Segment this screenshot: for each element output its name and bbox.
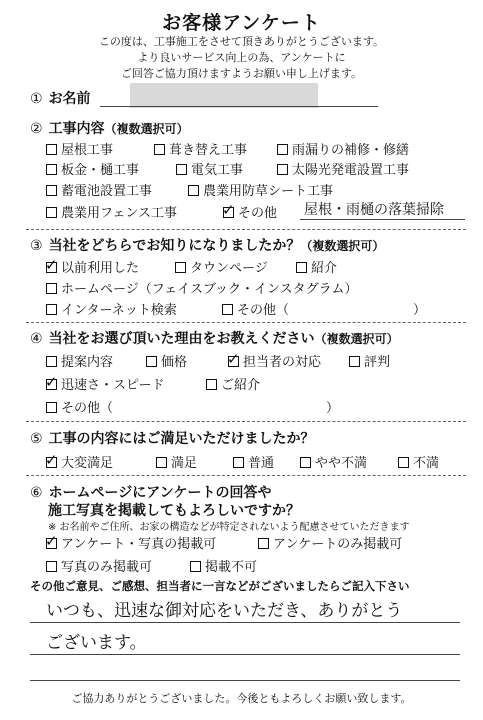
option-label: 掲載不可	[205, 560, 258, 575]
checkbox[interactable]	[300, 457, 311, 468]
q3-option-referral[interactable]	[296, 257, 337, 276]
divider	[26, 421, 466, 422]
comment-line-3	[30, 680, 460, 681]
check-mark-icon: ✓	[222, 201, 235, 219]
checkbox[interactable]	[222, 304, 233, 315]
q4-tag: （複数選択可）	[314, 332, 399, 346]
q3-option-previous[interactable]	[46, 257, 139, 276]
option-label: 写真のみ掲載可	[61, 560, 153, 575]
q5-option-neutral[interactable]	[233, 452, 274, 471]
option-label: 農業用フェンス工事	[61, 206, 177, 221]
option-label: アンケート・写真の掲載可	[61, 537, 217, 552]
check-mark-icon: ✓	[45, 256, 58, 274]
option-label: 紹介	[311, 261, 338, 276]
comment-line-2	[30, 654, 460, 655]
q3-option-homepage[interactable]	[46, 278, 358, 297]
q2-option-fence[interactable]	[46, 202, 177, 221]
q5-number: ⑤	[30, 431, 43, 447]
checkbox-checked[interactable]	[45, 532, 58, 550]
check-mark-icon: ✓	[45, 373, 58, 391]
q2-label: 工事内容	[48, 121, 105, 137]
q6-label-line-1: ホームページにアンケートの回答や	[48, 485, 272, 501]
option-label: インターネット検索	[61, 303, 177, 318]
q6-option-survey-only[interactable]	[258, 533, 402, 552]
option-label: 不満	[413, 456, 440, 471]
option-label: 雨漏りの補修・修繕	[292, 143, 410, 158]
comments-handwritten-line-2: ございます。	[46, 633, 147, 653]
divider	[26, 475, 466, 476]
q6-heading	[30, 482, 271, 502]
checkbox[interactable]	[46, 356, 57, 367]
option-label: 担当者の対応	[243, 355, 322, 370]
checkbox[interactable]	[296, 262, 307, 273]
comments-handwritten-line-1: いつも、迅速な御対応をいただき、ありがとう	[46, 601, 403, 621]
q4-other-close-paren: ）	[326, 401, 340, 416]
q4-option-speed[interactable]	[46, 374, 164, 393]
footer-thanks: ご協力ありがとうございました。今後ともよろしくお願い致します。	[71, 692, 412, 705]
name-underline	[100, 106, 378, 107]
q4-option-introduction[interactable]	[206, 374, 260, 393]
q2-option-solar[interactable]	[277, 159, 409, 178]
intro-line-3: ご回答ご協力頂けますようお願い申し上げます。	[120, 67, 363, 80]
checkbox[interactable]	[46, 304, 57, 315]
q2-option-battery[interactable]	[46, 180, 152, 199]
option-label: ホームページ（フェイスブック・インスタグラム）	[61, 282, 358, 297]
intro-line-1: この度は、工事施工をさせて頂きありがとうございます。	[98, 35, 385, 48]
comments-prompt: その他ご意見、ご感想、担当者に一言などがございましたらご記入下さい	[30, 579, 410, 593]
checkbox[interactable]	[175, 262, 186, 273]
checkbox[interactable]	[46, 283, 57, 294]
option-label: 評判	[364, 355, 391, 370]
checkbox-checked[interactable]	[45, 256, 58, 274]
option-label: 太陽光発電設置工事	[292, 163, 410, 178]
checkbox[interactable]	[46, 207, 57, 218]
q3-option-other[interactable]	[222, 299, 289, 318]
q2-option-electrical[interactable]	[176, 159, 243, 178]
q6-option-survey-and-photo[interactable]	[46, 533, 216, 552]
q1-number: ①	[30, 91, 43, 107]
q3-heading	[30, 235, 384, 255]
option-label: 迅速さ・スピード	[61, 378, 165, 393]
checkbox[interactable]	[233, 457, 244, 468]
checkbox[interactable]	[154, 144, 165, 155]
checkbox[interactable]	[146, 356, 157, 367]
checkbox[interactable]	[188, 185, 199, 196]
option-label: その他（	[61, 401, 114, 416]
q2-other-handwritten: 屋根・雨樋の落葉掃除	[304, 202, 444, 218]
q4-option-price[interactable]	[146, 351, 187, 370]
option-label: 電気工事	[191, 163, 244, 178]
redacted-name-block	[130, 83, 318, 108]
comment-line-1	[30, 622, 460, 623]
q3-option-townpage[interactable]	[175, 257, 268, 276]
checkbox-checked[interactable]	[222, 201, 235, 219]
q2-tag: （複数選択可）	[104, 122, 189, 136]
q2-option-leak-repair[interactable]	[277, 139, 409, 158]
option-label: 大変満足	[61, 456, 114, 471]
option-label: アンケートのみ掲載可	[273, 537, 403, 552]
q4-option-reputation[interactable]	[349, 351, 390, 370]
q5-option-very-satisfied[interactable]	[46, 452, 113, 471]
q2-other-underline	[300, 219, 465, 220]
option-label: その他	[238, 206, 278, 221]
checkbox[interactable]	[349, 356, 360, 367]
q4-label: 当社をお選び頂いた理由をお教えください	[48, 331, 315, 347]
q4-option-other[interactable]	[46, 397, 113, 416]
q2-option-roof[interactable]	[46, 139, 113, 158]
option-label: タウンページ	[190, 261, 268, 276]
checkbox[interactable]	[277, 144, 288, 155]
option-label: 普通	[248, 456, 275, 471]
option-label: ご紹介	[221, 378, 261, 393]
option-label: 屋根工事	[61, 143, 114, 158]
q4-option-proposal[interactable]	[46, 351, 113, 370]
checkbox-checked[interactable]	[45, 373, 58, 391]
checkbox[interactable]	[46, 561, 57, 572]
option-label: 板金・樋工事	[61, 163, 140, 178]
q2-option-reroof[interactable]	[154, 139, 247, 158]
q5-option-dissatisfied[interactable]	[398, 452, 439, 471]
option-label: 蓄電池設置工事	[61, 184, 153, 199]
check-mark-icon: ✓	[45, 451, 58, 469]
q6-label-line-2: 施工写真を掲載してもよろしいですか？	[48, 503, 300, 519]
q4-option-staff[interactable]	[228, 351, 321, 370]
q2-option-sheet-metal[interactable]	[46, 159, 139, 178]
q3-number: ③	[30, 238, 43, 254]
q2-heading	[30, 118, 189, 138]
q4-number: ④	[30, 331, 43, 347]
option-label: 提案内容	[61, 355, 114, 370]
option-label: 満足	[171, 456, 198, 471]
q2-option-other[interactable]	[223, 202, 277, 221]
check-mark-icon: ✓	[45, 532, 58, 550]
q3-other-close-paren: ）	[413, 303, 427, 318]
q6-note: ※ お名前やご住所、お家の構造などが特定されないよう配慮させていただきます	[48, 522, 410, 533]
option-label: その他（	[237, 303, 290, 318]
option-label: 葺き替え工事	[169, 143, 248, 158]
option-label: 農業用防草シート工事	[203, 184, 334, 199]
q1-label: お名前	[48, 91, 91, 107]
q2-option-weed-sheet[interactable]	[188, 180, 333, 199]
intro-line-2: より良いサービス向上の為、アンケートに	[137, 51, 346, 64]
checkbox[interactable]	[277, 164, 288, 175]
checkbox[interactable]	[190, 561, 201, 572]
divider	[26, 229, 466, 230]
checkbox[interactable]	[46, 164, 57, 175]
option-label: 価格	[161, 355, 188, 370]
q3-option-internet[interactable]	[46, 299, 177, 318]
option-label: 以前利用した	[61, 261, 140, 276]
q6-number: ⑥	[30, 485, 43, 501]
checkbox[interactable]	[46, 402, 57, 413]
checkbox[interactable]	[156, 457, 167, 468]
q5-option-satisfied[interactable]	[156, 452, 197, 471]
q4-heading	[30, 328, 399, 348]
divider	[26, 322, 466, 323]
q3-label: 当社をどちらでお知りになりましたか？	[48, 238, 301, 254]
checkbox-checked[interactable]	[227, 350, 240, 368]
page-title: お客様アンケート	[162, 12, 321, 34]
checkbox[interactable]	[176, 164, 187, 175]
option-label: やや不満	[315, 456, 368, 471]
checkbox[interactable]	[398, 457, 409, 468]
q1-heading	[30, 88, 91, 108]
checkbox[interactable]	[258, 538, 269, 549]
q3-tag: （複数選択可）	[300, 239, 385, 253]
check-mark-icon: ✓	[227, 350, 240, 368]
q5-option-somewhat-dissatisfied[interactable]	[300, 452, 367, 471]
q6-option-photo-only[interactable]	[46, 556, 152, 575]
q5-label: 工事の内容にはご満足いただけましたか？	[48, 431, 315, 447]
q2-number: ②	[30, 121, 43, 137]
checkbox[interactable]	[206, 379, 217, 390]
checkbox[interactable]	[46, 144, 57, 155]
checkbox[interactable]	[46, 185, 57, 196]
q5-heading	[30, 428, 315, 448]
checkbox-checked[interactable]	[45, 451, 58, 469]
q6-option-not-allowed[interactable]	[190, 556, 257, 575]
